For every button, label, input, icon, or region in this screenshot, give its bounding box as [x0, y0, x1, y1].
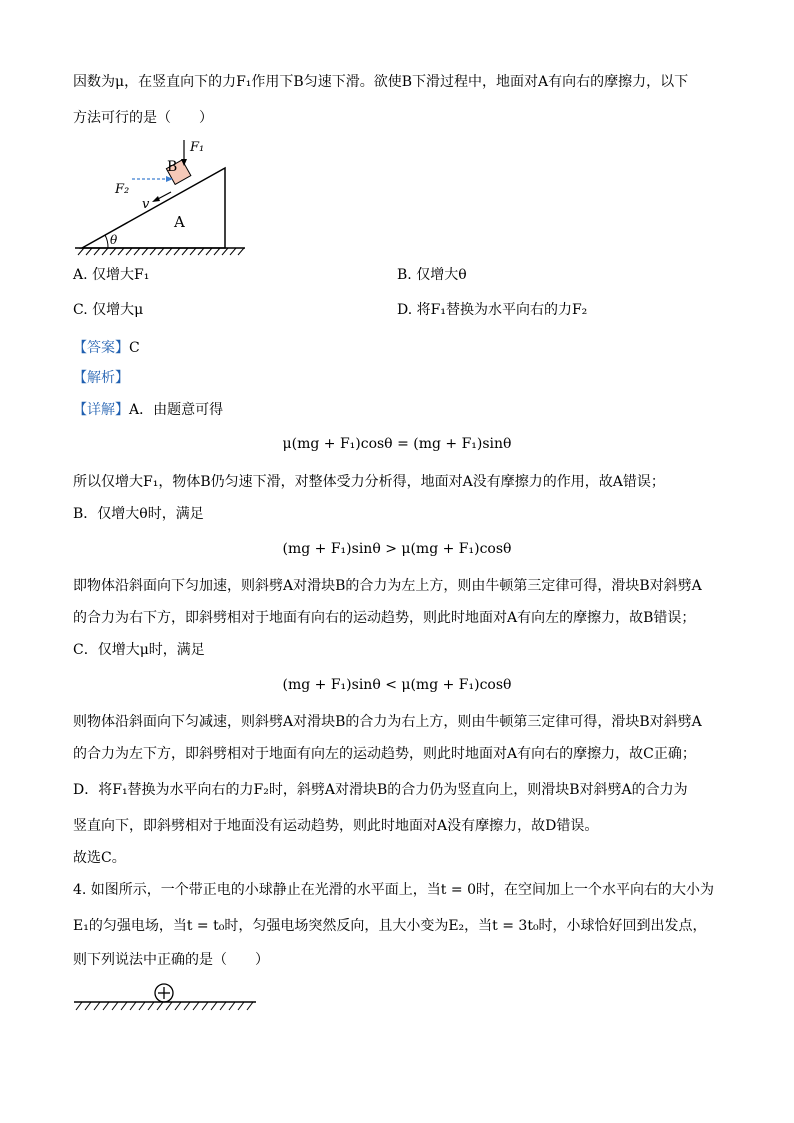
text-b-intro: B．仅增大θ时，满足 — [73, 506, 204, 522]
detail-a-intro-line — [73, 400, 223, 420]
label-theta: θ — [110, 233, 118, 247]
theta-arc — [105, 235, 108, 248]
text-d2: 竖直向下，即斜劈相对于地面没有运动趋势，则此时地面对A没有摩擦力，故D错误。 — [73, 818, 599, 834]
text-c-intro: C．仅增大μ时，满足 — [73, 642, 205, 658]
equation-3: (mg + F₁)sinθ < μ(mg + F₁)cosθ — [282, 677, 512, 693]
text-d1: D．将F₁替换为水平向右的力F₂时，斜劈A对滑块B的合力仍为竖直向上，则滑块B对斜劈A的合力为 — [73, 782, 688, 798]
answer-line — [73, 338, 140, 358]
detail-a-intro: A．由题意可得 — [129, 402, 224, 418]
detail-tag: 【详解】 — [73, 402, 129, 418]
q4-line2: E₁的匀强电场，当t = t₀时，匀强电场突然反向，且大小变为E₂，当t = 3t₀时，小球恰好回到出发点， — [73, 918, 707, 934]
label-f2: F₂ — [115, 182, 130, 197]
charged-ball-figure — [72, 982, 258, 1014]
label-b: B — [167, 159, 178, 175]
equation-1: μ(mg + F₁)cosθ = (mg + F₁)sinθ — [282, 436, 512, 452]
ground-hatch — [78, 248, 244, 255]
text-a: 所以仅增大F₁，物体B仍匀速下滑，对整体受力分析得，地面对A没有摩擦力的作用，故A错误； — [73, 474, 665, 490]
option-c: C. 仅增大μ — [73, 302, 144, 318]
v-arrowhead — [152, 196, 160, 202]
q3-stem-line1: 因数为μ，在竖直向下的力F₁作用下B匀速下滑。欲使B下滑过程中，地面对A有向右的摩擦力，以下 — [73, 74, 689, 90]
text-c2: 的合力为左下方，即斜劈相对于地面有向左的运动趋势，则此时地面对A有向右的摩擦力，故C正确； — [73, 746, 696, 762]
analysis-tag: 【解析】 — [73, 370, 129, 386]
incline-figure — [70, 138, 250, 258]
answer-tag: 【答案】 — [73, 340, 129, 356]
text-b2: 的合力为右下方，即斜劈相对于地面有向右的运动趋势，则此时地面对A有向左的摩擦力，故B错误； — [73, 610, 696, 626]
surface-hatch — [76, 1002, 253, 1010]
analysis-line — [73, 368, 129, 388]
label-v: v — [142, 197, 150, 212]
wedge-a — [82, 168, 225, 248]
option-d: D. 将F₁替换为水平向右的力F₂ — [397, 302, 588, 318]
text-b1: 即物体沿斜面向下匀加速，则斜劈A对滑块B的合力为左上方，则由牛顿第三定律可得，滑块B对斜劈A — [73, 578, 702, 594]
answer-value: C — [129, 340, 140, 356]
option-a: A. 仅增大F₁ — [73, 267, 150, 283]
label-f1: F₁ — [190, 140, 205, 155]
text-c1: 则物体沿斜面向下匀减速，则斜劈A对滑块B的合力为右上方，则由牛顿第三定律可得，滑块B对斜劈A — [73, 714, 702, 730]
q4-line3: 则下列说法中正确的是（ ） — [73, 952, 269, 968]
q4-line1: 4. 如图所示，一个带正电的小球静止在光滑的水平面上，当t = 0时，在空间加上一个水平向右的大小为 — [73, 882, 714, 898]
equation-2: (mg + F₁)sinθ > μ(mg + F₁)cosθ — [282, 541, 512, 557]
label-a: A — [174, 213, 185, 231]
q3-stem-line2: 方法可行的是（ ） — [73, 110, 213, 126]
option-b: B. 仅增大θ — [397, 267, 467, 283]
conclusion: 故选C。 — [73, 850, 126, 866]
